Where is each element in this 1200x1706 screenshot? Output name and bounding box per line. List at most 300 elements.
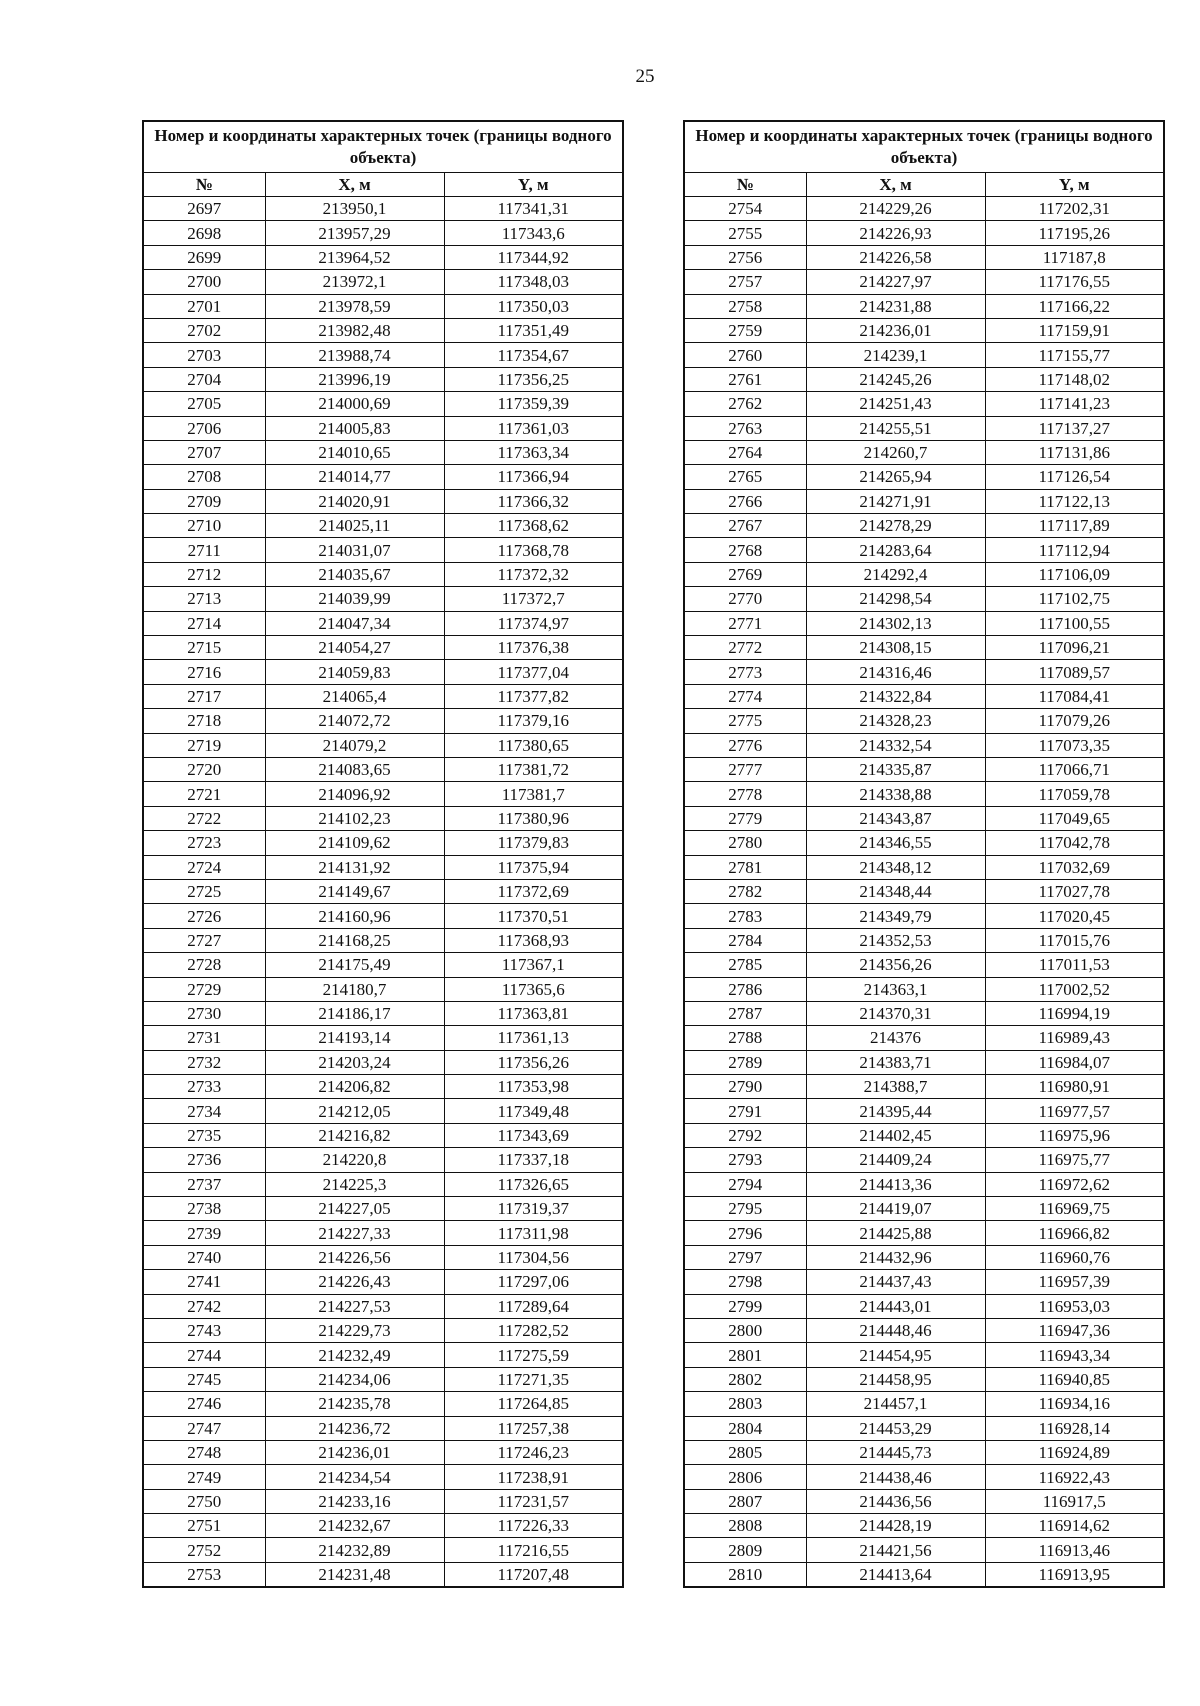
cell-point-number: 2724 — [143, 855, 265, 879]
table-row — [684, 977, 1164, 1001]
table-row — [143, 1270, 623, 1294]
cell-point-number: 2738 — [143, 1197, 265, 1221]
cell-y-coordinate: 117207,48 — [444, 1562, 623, 1587]
table-row — [684, 1514, 1164, 1538]
cell-y-coordinate: 117379,16 — [444, 709, 623, 733]
cell-x-coordinate: 213978,59 — [265, 294, 444, 318]
cell-point-number: 2795 — [684, 1197, 806, 1221]
table-row — [143, 1050, 623, 1074]
cell-y-coordinate: 117341,31 — [444, 197, 623, 221]
table-row — [684, 318, 1164, 342]
cell-x-coordinate: 214220,8 — [265, 1148, 444, 1172]
cell-x-coordinate: 214193,14 — [265, 1026, 444, 1050]
cell-x-coordinate: 214425,88 — [806, 1221, 985, 1245]
cell-x-coordinate: 214356,26 — [806, 953, 985, 977]
cell-x-coordinate: 213988,74 — [265, 343, 444, 367]
cell-y-coordinate: 117102,75 — [985, 587, 1164, 611]
cell-x-coordinate: 214227,97 — [806, 270, 985, 294]
cell-x-coordinate: 214149,67 — [265, 879, 444, 903]
cell-x-coordinate: 214102,23 — [265, 806, 444, 830]
cell-point-number: 2733 — [143, 1075, 265, 1099]
cell-point-number: 2698 — [143, 221, 265, 245]
cell-x-coordinate: 214428,19 — [806, 1514, 985, 1538]
cell-x-coordinate: 214413,36 — [806, 1172, 985, 1196]
cell-x-coordinate: 213964,52 — [265, 245, 444, 269]
cell-y-coordinate: 117042,78 — [985, 831, 1164, 855]
cell-x-coordinate: 214388,7 — [806, 1075, 985, 1099]
cell-point-number: 2709 — [143, 489, 265, 513]
cell-x-coordinate: 214370,31 — [806, 1001, 985, 1025]
cell-point-number: 2716 — [143, 660, 265, 684]
cell-x-coordinate: 214239,1 — [806, 343, 985, 367]
cell-point-number: 2796 — [684, 1221, 806, 1245]
cell-y-coordinate: 117367,1 — [444, 953, 623, 977]
table-row — [143, 1416, 623, 1440]
table-row — [684, 221, 1164, 245]
cell-y-coordinate: 117344,92 — [444, 245, 623, 269]
cell-y-coordinate: 117187,8 — [985, 245, 1164, 269]
table-row — [684, 1367, 1164, 1391]
cell-point-number: 2705 — [143, 392, 265, 416]
cell-point-number: 2773 — [684, 660, 806, 684]
cell-x-coordinate: 214402,45 — [806, 1123, 985, 1147]
cell-x-coordinate: 214348,12 — [806, 855, 985, 879]
cell-point-number: 2758 — [684, 294, 806, 318]
cell-x-coordinate: 214232,89 — [265, 1538, 444, 1562]
table-row — [684, 587, 1164, 611]
cell-y-coordinate: 116975,77 — [985, 1148, 1164, 1172]
cell-x-coordinate: 214421,56 — [806, 1538, 985, 1562]
cell-y-coordinate: 116969,75 — [985, 1197, 1164, 1221]
cell-point-number: 2779 — [684, 806, 806, 830]
cell-point-number: 2713 — [143, 587, 265, 611]
cell-point-number: 2745 — [143, 1367, 265, 1391]
table-row — [143, 660, 623, 684]
cell-x-coordinate: 214255,51 — [806, 416, 985, 440]
cell-point-number: 2744 — [143, 1343, 265, 1367]
cell-point-number: 2801 — [684, 1343, 806, 1367]
cell-y-coordinate: 117366,32 — [444, 489, 623, 513]
cell-point-number: 2777 — [684, 757, 806, 781]
cell-x-coordinate: 214226,56 — [265, 1245, 444, 1269]
cell-y-coordinate: 117376,38 — [444, 636, 623, 660]
cell-y-coordinate: 116960,76 — [985, 1245, 1164, 1269]
cell-x-coordinate: 214168,25 — [265, 928, 444, 952]
cell-x-coordinate: 213957,29 — [265, 221, 444, 245]
cell-y-coordinate: 116984,07 — [985, 1050, 1164, 1074]
cell-point-number: 2793 — [684, 1148, 806, 1172]
cell-y-coordinate: 116989,43 — [985, 1026, 1164, 1050]
cell-x-coordinate: 214072,72 — [265, 709, 444, 733]
cell-y-coordinate: 117359,39 — [444, 392, 623, 416]
table-row — [684, 904, 1164, 928]
cell-point-number: 2767 — [684, 514, 806, 538]
cell-x-coordinate: 214335,87 — [806, 757, 985, 781]
cell-y-coordinate: 117066,71 — [985, 757, 1164, 781]
cell-point-number: 2769 — [684, 562, 806, 586]
cell-point-number: 2752 — [143, 1538, 265, 1562]
table-row — [143, 1294, 623, 1318]
cell-x-coordinate: 214229,26 — [806, 197, 985, 221]
cell-y-coordinate: 116940,85 — [985, 1367, 1164, 1391]
table-row — [684, 611, 1164, 635]
cell-point-number: 2776 — [684, 733, 806, 757]
table-row — [684, 1465, 1164, 1489]
cell-point-number: 2711 — [143, 538, 265, 562]
cell-x-coordinate: 214232,49 — [265, 1343, 444, 1367]
cell-point-number: 2699 — [143, 245, 265, 269]
cell-x-coordinate: 214245,26 — [806, 367, 985, 391]
cell-x-coordinate: 214206,82 — [265, 1075, 444, 1099]
table-row — [684, 538, 1164, 562]
cell-point-number: 2730 — [143, 1001, 265, 1025]
cell-point-number: 2757 — [684, 270, 806, 294]
table-row — [684, 1148, 1164, 1172]
table-row — [143, 1465, 623, 1489]
cell-point-number: 2808 — [684, 1514, 806, 1538]
table-row — [684, 270, 1164, 294]
cell-y-coordinate: 116953,03 — [985, 1294, 1164, 1318]
table-row — [143, 977, 623, 1001]
cell-x-coordinate: 214216,82 — [265, 1123, 444, 1147]
table-row — [143, 538, 623, 562]
table-row — [684, 953, 1164, 977]
table-row — [143, 806, 623, 830]
table-row — [143, 1440, 623, 1464]
table-row — [684, 1392, 1164, 1416]
cell-x-coordinate: 214231,88 — [806, 294, 985, 318]
coordinates-table-left — [142, 120, 624, 1588]
cell-y-coordinate: 117059,78 — [985, 782, 1164, 806]
cell-point-number: 2761 — [684, 367, 806, 391]
cell-point-number: 2790 — [684, 1075, 806, 1099]
cell-x-coordinate: 214283,64 — [806, 538, 985, 562]
cell-x-coordinate: 214308,15 — [806, 636, 985, 660]
table-row — [684, 1343, 1164, 1367]
table-row — [143, 1489, 623, 1513]
cell-x-coordinate: 214349,79 — [806, 904, 985, 928]
cell-y-coordinate: 117246,23 — [444, 1440, 623, 1464]
cell-point-number: 2750 — [143, 1489, 265, 1513]
table-row — [143, 416, 623, 440]
cell-x-coordinate: 214343,87 — [806, 806, 985, 830]
cell-point-number: 2794 — [684, 1172, 806, 1196]
cell-x-coordinate: 214316,46 — [806, 660, 985, 684]
table-row — [143, 197, 623, 221]
cell-x-coordinate: 214328,23 — [806, 709, 985, 733]
cell-y-coordinate: 117349,48 — [444, 1099, 623, 1123]
cell-y-coordinate: 117372,7 — [444, 587, 623, 611]
table-row — [143, 1343, 623, 1367]
cell-point-number: 2802 — [684, 1367, 806, 1391]
cell-y-coordinate: 117100,55 — [985, 611, 1164, 635]
cell-point-number: 2728 — [143, 953, 265, 977]
cell-y-coordinate: 117002,52 — [985, 977, 1164, 1001]
cell-y-coordinate: 117020,45 — [985, 904, 1164, 928]
cell-point-number: 2787 — [684, 1001, 806, 1025]
cell-y-coordinate: 116922,43 — [985, 1465, 1164, 1489]
cell-point-number: 2721 — [143, 782, 265, 806]
cell-point-number: 2809 — [684, 1538, 806, 1562]
cell-y-coordinate: 117356,26 — [444, 1050, 623, 1074]
cell-x-coordinate: 214302,13 — [806, 611, 985, 635]
cell-point-number: 2742 — [143, 1294, 265, 1318]
cell-x-coordinate: 214005,83 — [265, 416, 444, 440]
cell-y-coordinate: 116966,82 — [985, 1221, 1164, 1245]
cell-x-coordinate: 214457,1 — [806, 1392, 985, 1416]
table-row — [143, 1538, 623, 1562]
table-row — [684, 1270, 1164, 1294]
table-row — [143, 782, 623, 806]
cell-x-coordinate: 214065,4 — [265, 684, 444, 708]
cell-x-coordinate: 214236,01 — [265, 1440, 444, 1464]
table-row — [143, 1148, 623, 1172]
cell-y-coordinate: 117275,59 — [444, 1343, 623, 1367]
table-title: Номер и координаты характерных точек (границы водного объекта) — [143, 121, 623, 173]
cell-y-coordinate: 116917,5 — [985, 1489, 1164, 1513]
table-row — [684, 1221, 1164, 1245]
cell-point-number: 2712 — [143, 562, 265, 586]
cell-y-coordinate: 117380,65 — [444, 733, 623, 757]
table-row — [143, 1123, 623, 1147]
cell-point-number: 2804 — [684, 1416, 806, 1440]
cell-x-coordinate: 214160,96 — [265, 904, 444, 928]
table-title: Номер и координаты характерных точек (границы водного объекта) — [684, 121, 1164, 173]
cell-point-number: 2749 — [143, 1465, 265, 1489]
table-row — [684, 684, 1164, 708]
table-row — [684, 879, 1164, 903]
table-row — [143, 245, 623, 269]
table-row — [684, 392, 1164, 416]
cell-x-coordinate: 214265,94 — [806, 465, 985, 489]
cell-y-coordinate: 117348,03 — [444, 270, 623, 294]
cell-x-coordinate: 214234,54 — [265, 1465, 444, 1489]
table-row — [143, 879, 623, 903]
table-row — [143, 318, 623, 342]
cell-point-number: 2771 — [684, 611, 806, 635]
table-row — [684, 660, 1164, 684]
cell-y-coordinate: 117202,31 — [985, 197, 1164, 221]
cell-x-coordinate: 214438,46 — [806, 1465, 985, 1489]
cell-y-coordinate: 116975,96 — [985, 1123, 1164, 1147]
cell-point-number: 2800 — [684, 1318, 806, 1342]
cell-point-number: 2717 — [143, 684, 265, 708]
cell-x-coordinate: 214348,44 — [806, 879, 985, 903]
cell-y-coordinate: 116977,57 — [985, 1099, 1164, 1123]
table-row — [684, 197, 1164, 221]
cell-y-coordinate: 116980,91 — [985, 1075, 1164, 1099]
table-row — [684, 1416, 1164, 1440]
cell-x-coordinate: 214231,48 — [265, 1562, 444, 1587]
cell-y-coordinate: 117015,76 — [985, 928, 1164, 952]
cell-y-coordinate: 117366,94 — [444, 465, 623, 489]
cell-x-coordinate: 214229,73 — [265, 1318, 444, 1342]
cell-x-coordinate: 214292,4 — [806, 562, 985, 586]
table-body — [684, 197, 1164, 1588]
cell-x-coordinate: 214236,01 — [806, 318, 985, 342]
cell-point-number: 2784 — [684, 928, 806, 952]
cell-point-number: 2736 — [143, 1148, 265, 1172]
cell-x-coordinate: 214227,53 — [265, 1294, 444, 1318]
cell-point-number: 2770 — [684, 587, 806, 611]
table-row — [143, 367, 623, 391]
cell-y-coordinate: 117011,53 — [985, 953, 1164, 977]
cell-point-number: 2708 — [143, 465, 265, 489]
table-row — [143, 611, 623, 635]
table-row — [684, 514, 1164, 538]
cell-point-number: 2710 — [143, 514, 265, 538]
cell-point-number: 2759 — [684, 318, 806, 342]
cell-y-coordinate: 117084,41 — [985, 684, 1164, 708]
cell-x-coordinate: 214363,1 — [806, 977, 985, 1001]
cell-x-coordinate: 214039,99 — [265, 587, 444, 611]
table-row — [684, 1075, 1164, 1099]
column-header-y: Y, м — [444, 173, 623, 197]
cell-y-coordinate: 117238,91 — [444, 1465, 623, 1489]
cell-point-number: 2727 — [143, 928, 265, 952]
table-row — [143, 709, 623, 733]
table-row — [143, 1318, 623, 1342]
cell-point-number: 2797 — [684, 1245, 806, 1269]
cell-y-coordinate: 117137,27 — [985, 416, 1164, 440]
table-row — [684, 416, 1164, 440]
table-row — [684, 806, 1164, 830]
table-row — [143, 855, 623, 879]
cell-point-number: 2774 — [684, 684, 806, 708]
cell-y-coordinate: 117365,6 — [444, 977, 623, 1001]
cell-point-number: 2798 — [684, 1270, 806, 1294]
column-header-y: Y, м — [985, 173, 1164, 197]
cell-x-coordinate: 214227,33 — [265, 1221, 444, 1245]
table-row — [143, 1392, 623, 1416]
table-row — [684, 1172, 1164, 1196]
table-row — [143, 562, 623, 586]
cell-point-number: 2746 — [143, 1392, 265, 1416]
cell-x-coordinate: 214236,72 — [265, 1416, 444, 1440]
table-row — [143, 757, 623, 781]
cell-y-coordinate: 117368,93 — [444, 928, 623, 952]
cell-y-coordinate: 116994,19 — [985, 1001, 1164, 1025]
cell-x-coordinate: 214453,29 — [806, 1416, 985, 1440]
cell-y-coordinate: 117353,98 — [444, 1075, 623, 1099]
table-row — [684, 1197, 1164, 1221]
column-header-number: № — [143, 173, 265, 197]
cell-point-number: 2799 — [684, 1294, 806, 1318]
table-row — [143, 1245, 623, 1269]
cell-point-number: 2778 — [684, 782, 806, 806]
cell-x-coordinate: 213982,48 — [265, 318, 444, 342]
table-body — [143, 197, 623, 1588]
column-header-x: X, м — [265, 173, 444, 197]
cell-point-number: 2756 — [684, 245, 806, 269]
table-row — [684, 1318, 1164, 1342]
cell-x-coordinate: 214054,27 — [265, 636, 444, 660]
cell-x-coordinate: 214445,73 — [806, 1440, 985, 1464]
cell-point-number: 2737 — [143, 1172, 265, 1196]
cell-y-coordinate: 117375,94 — [444, 855, 623, 879]
table-row — [684, 245, 1164, 269]
table-row — [143, 343, 623, 367]
cell-x-coordinate: 214251,43 — [806, 392, 985, 416]
cell-point-number: 2753 — [143, 1562, 265, 1587]
table-row — [684, 489, 1164, 513]
cell-x-coordinate: 214226,43 — [265, 1270, 444, 1294]
cell-x-coordinate: 213950,1 — [265, 197, 444, 221]
coordinates-table-right — [683, 120, 1165, 1588]
cell-x-coordinate: 214083,65 — [265, 757, 444, 781]
table-row — [143, 440, 623, 464]
cell-point-number: 2731 — [143, 1026, 265, 1050]
cell-y-coordinate: 117380,96 — [444, 806, 623, 830]
cell-point-number: 2701 — [143, 294, 265, 318]
table-row — [143, 684, 623, 708]
cell-x-coordinate: 214020,91 — [265, 489, 444, 513]
cell-point-number: 2732 — [143, 1050, 265, 1074]
cell-y-coordinate: 117319,37 — [444, 1197, 623, 1221]
cell-x-coordinate: 214260,7 — [806, 440, 985, 464]
cell-y-coordinate: 116913,95 — [985, 1562, 1164, 1587]
cell-point-number: 2735 — [143, 1123, 265, 1147]
cell-y-coordinate: 117361,03 — [444, 416, 623, 440]
cell-y-coordinate: 117089,57 — [985, 660, 1164, 684]
table-row — [684, 465, 1164, 489]
cell-y-coordinate: 117361,13 — [444, 1026, 623, 1050]
cell-point-number: 2700 — [143, 270, 265, 294]
cell-y-coordinate: 117368,78 — [444, 538, 623, 562]
cell-x-coordinate: 214059,83 — [265, 660, 444, 684]
cell-y-coordinate: 117377,04 — [444, 660, 623, 684]
table-row — [684, 1294, 1164, 1318]
cell-point-number: 2751 — [143, 1514, 265, 1538]
cell-point-number: 2747 — [143, 1416, 265, 1440]
cell-y-coordinate: 117148,02 — [985, 367, 1164, 391]
cell-point-number: 2768 — [684, 538, 806, 562]
cell-y-coordinate: 117159,91 — [985, 318, 1164, 342]
cell-x-coordinate: 214047,34 — [265, 611, 444, 635]
cell-y-coordinate: 117032,69 — [985, 855, 1164, 879]
cell-x-coordinate: 214109,62 — [265, 831, 444, 855]
table-row — [143, 514, 623, 538]
cell-point-number: 2725 — [143, 879, 265, 903]
table-row — [143, 221, 623, 245]
cell-point-number: 2723 — [143, 831, 265, 855]
cell-point-number: 2763 — [684, 416, 806, 440]
cell-y-coordinate: 116914,62 — [985, 1514, 1164, 1538]
cell-point-number: 2780 — [684, 831, 806, 855]
cell-x-coordinate: 214225,3 — [265, 1172, 444, 1196]
cell-point-number: 2703 — [143, 343, 265, 367]
cell-y-coordinate: 117343,69 — [444, 1123, 623, 1147]
cell-point-number: 2803 — [684, 1392, 806, 1416]
cell-x-coordinate: 214227,05 — [265, 1197, 444, 1221]
cell-y-coordinate: 117264,85 — [444, 1392, 623, 1416]
table-row — [143, 1562, 623, 1587]
cell-y-coordinate: 117370,51 — [444, 904, 623, 928]
cell-point-number: 2764 — [684, 440, 806, 464]
cell-y-coordinate: 117351,49 — [444, 318, 623, 342]
cell-y-coordinate: 117326,65 — [444, 1172, 623, 1196]
table-row — [143, 1172, 623, 1196]
page-number: 25 — [635, 66, 655, 87]
cell-x-coordinate: 214235,78 — [265, 1392, 444, 1416]
cell-x-coordinate: 213972,1 — [265, 270, 444, 294]
cell-y-coordinate: 117350,03 — [444, 294, 623, 318]
table-row — [684, 782, 1164, 806]
cell-y-coordinate: 116934,16 — [985, 1392, 1164, 1416]
cell-x-coordinate: 214413,64 — [806, 1562, 985, 1587]
cell-x-coordinate: 214432,96 — [806, 1245, 985, 1269]
cell-y-coordinate: 117381,72 — [444, 757, 623, 781]
